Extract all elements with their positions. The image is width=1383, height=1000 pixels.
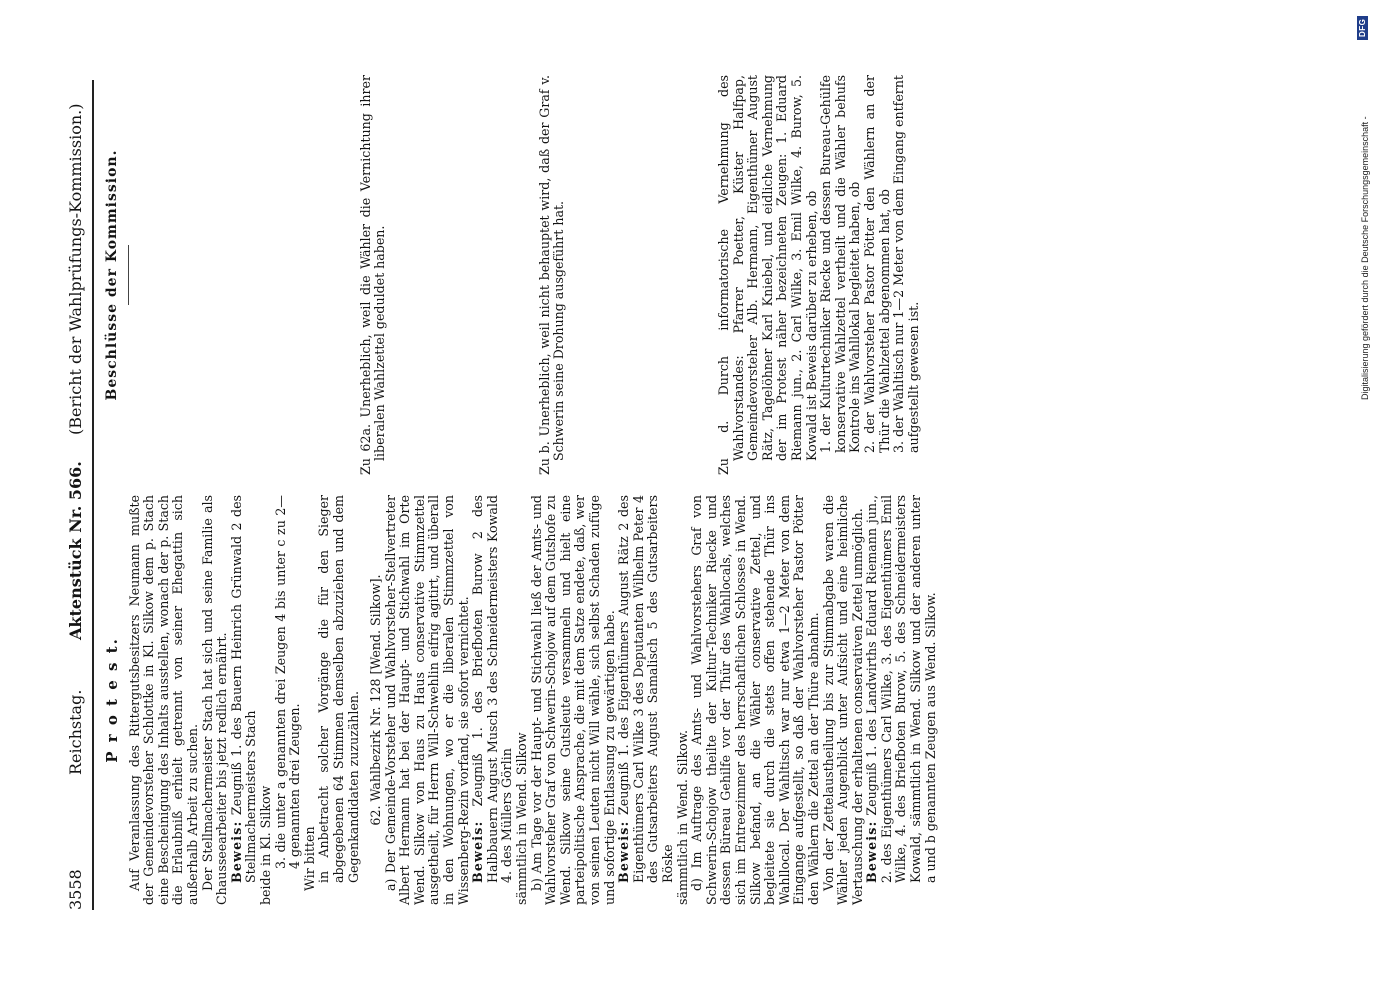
evidence-label: Beweis: bbox=[228, 820, 244, 883]
protest-paragraph: d) Im Auftrage des Amts- und Wahlvorstehers Graf von Schwerin-Schojow theilte der Kultur-Techniker Riecke und dessen Büreau Gehilfe vor der Thür des Wahllocals, welches sich im Entreezimmer des herrschaftlichen Schlosses in Wend. Silkow befand, an die Wähler conservative Zettel, und begleitete sie durch die stets offen stehende Thür ins Wahllocal. Der Wahltisch war nur etwa 1—2 Meter von dem Eingange aufgestellt, so daß der Wahlvorsteher Pastor Pötter den Wählern die Zettel an der Thüre abnahm. bbox=[689, 495, 821, 905]
header-doc-text: Aktenstück Nr. 566. bbox=[66, 461, 85, 640]
evidence-text: Zeugniß 1. des Bauern Heinrich Grünwald 2 des Stellmachermeisters Stach bbox=[228, 495, 259, 883]
header-doc bbox=[66, 461, 86, 640]
protest-paragraph: sämmtlich in Wend. Silkow. bbox=[674, 729, 690, 905]
protest-paragraph: in Anbetracht solcher Vorgänge die für den Sieger abgegebenen 64 Stimmen demselben abzuziehen und dem Gegenkandidaten zuzuzählen. bbox=[316, 495, 361, 883]
dfg-logo: DFG bbox=[1357, 16, 1368, 40]
protest-paragraph: 3. die unter a genannten drei Zeugen 4 bis unter c zu 2—4 genannten drei Zeugen. bbox=[272, 495, 303, 869]
evidence-text: Zeugniß 1. des Eigenthümers August Rätz 2 des Eigenthümers Carl Wilke 3 des Deputanten Wilhelm Peter 4 des Gutsarbeiters August Samalisch 5 des Gutsarbeiters Röske bbox=[616, 495, 675, 883]
evidence-text: Zeugniß 1. des Landwirths Eduard Riemann jun., 2. des Eigenthümers Carl Wilke, 3. des Eigenthümers Emil Wilke, 4. des Briefboten Burow, 5. des Schneidermeisters Kowald, sämmtlich in Wend. Silkow und der anderen unter a und b genannten Zeugen aus Wend. Silkow. bbox=[864, 495, 938, 883]
protest-paragraph: beide in Kl. Silkow bbox=[257, 785, 273, 905]
header-rule bbox=[92, 80, 94, 910]
commission-column bbox=[105, 75, 920, 475]
protest-paragraph: Von der Zettelaustheilung bis zur Stimmabgabe waren die Wähler jeden Augenblick unter Aufsicht und eine heimliche Vertauschung der erhaltenen conservativen Zettel unmöglich. bbox=[820, 495, 865, 905]
evidence-text: Zeugniß 1. des Briefboten Burow 2 des Halbbauern August Musch 3 des Schneidermeisters Kowald 4. des Müllers Görlin bbox=[470, 495, 515, 883]
decision-paragraph: Zu 62a. Unerheblich, weil die Wähler die Vernichtung ihrer liberalen Wahlzettel geduldet haben. bbox=[357, 75, 388, 475]
evidence-label: Beweis: bbox=[616, 820, 632, 883]
spacer bbox=[567, 75, 717, 475]
spacer bbox=[129, 75, 359, 475]
evidence-block bbox=[230, 495, 259, 905]
district-heading: 62. Wahlbezirk Nr. 128 [Wend. Silkow]. bbox=[368, 574, 384, 826]
header-right: (Bericht der Wahlprüfungs-Kommission.) bbox=[66, 103, 85, 435]
protest-paragraph: Der Stellmachermeister Stach hat sich und seine Familie als Chausseearbeiter bis jetzt redlich ernährt. bbox=[199, 495, 230, 905]
commission-title: Beschlüsse der Kommission. bbox=[104, 149, 120, 401]
evidence-block bbox=[471, 495, 515, 905]
page-number: 3558 bbox=[66, 869, 85, 910]
protest-paragraph: Wir bitten bbox=[301, 826, 317, 891]
protest-column bbox=[103, 495, 938, 905]
protest-title: P r o t e s t. bbox=[103, 637, 121, 763]
digitization-note: Digitalisierung gefördert durch die Deutsche Forschungsgemeinschaft - bbox=[1360, 116, 1370, 400]
decision-paragraph: Zu b. Unerheblich, weil nicht behauptet wird, daß der Graf v. Schwerin seine Drohung ausgeführt hat. bbox=[536, 75, 567, 475]
evidence-label: Beweis: bbox=[864, 820, 880, 883]
evidence-label: Beweis: bbox=[470, 820, 486, 883]
header-left: Reichstag. bbox=[66, 689, 85, 775]
decision-item: 3. der Wahltisch nur 1—2 Meter von dem Eingang entfernt aufgestellt gewesen ist. bbox=[891, 75, 921, 453]
decision-paragraph: Zu d. Durch informatorische Vernehmung des Wahlvorstandes: Pfarrer Poetter, Küster Halfpap, Gemeindevorsteher Alb. Hermann, Eigenthümer August Rätz, Tagelöhner Karl Kniebel, und eidliche Vernehmung der im Protest näher bezeichneten Zeugen: 1. Eduard Riemann jun., 2. Carl Wilke, 3. Emil Wilke, 4. Burow, 5. Kowald ist Beweis darüber zu erheben, ob bbox=[715, 75, 819, 475]
protest-paragraph: b) Am Tage vor der Haupt- und Stichwahl ließ der Amts- und Wahlvorsteher Graf von Schwerin-Schojow auf dem Gutshofe zu Wend. Silkow seine Gutsleute versammeln und hielt eine parteipolitische Ansprache, die mit dem Satze endete, daß, wer von seinen Leuten nicht Will wähle, sich selbst Schaden zufüge und sofortige Entlassung zu gewärtigen habe. bbox=[528, 495, 617, 905]
spacer bbox=[388, 75, 538, 475]
decision-item: 1. der Kulturtechniker Riecke und dessen Bureau-Gehülfe konservative Wahlzettel vertheilt und die Wähler behufs Kontrole ins Wahllokal begleitet haben, ob bbox=[818, 75, 863, 453]
protest-paragraph: Auf Veranlassung des Rittergutsbesitzers Neumann mußte der Gemeindevorsteher Schlottke in Kl. Silkow dem p. Stach eine Bescheinigung des Inhalts ausstellen, wonach der p. Stach die Erlaubniß erhielt getrennt von seiner Ehegattin sich außerhalb Arbeit zu suchen. bbox=[126, 495, 200, 905]
evidence-block bbox=[865, 495, 938, 905]
protest-paragraph: a) Der Gemeinde-Vorsteher und Wahlvorsteher-Stellvertreter Albert Hermann hat bei der Haupt- und Stichwahl im Orte Wend. Silkow von Haus zu Haus conservative Stimmzettel ausgetheilt, für Herrn Will-Schwehlin eifrig agitirt, und überall in den Wohnungen, wo er die liberalen Stimmzettel von Wissenberg-Rezin vorfand, sie sofort vernichtet. bbox=[382, 495, 471, 905]
decision-item: 2. der Wahlvorsteher Pastor Pötter den Wählern an der Thür die Wahlzettel abgenommen hat, ob bbox=[861, 75, 892, 453]
evidence-block bbox=[617, 495, 675, 905]
protest-paragraph: sämmtlich in Wend. Silkow bbox=[514, 732, 530, 905]
